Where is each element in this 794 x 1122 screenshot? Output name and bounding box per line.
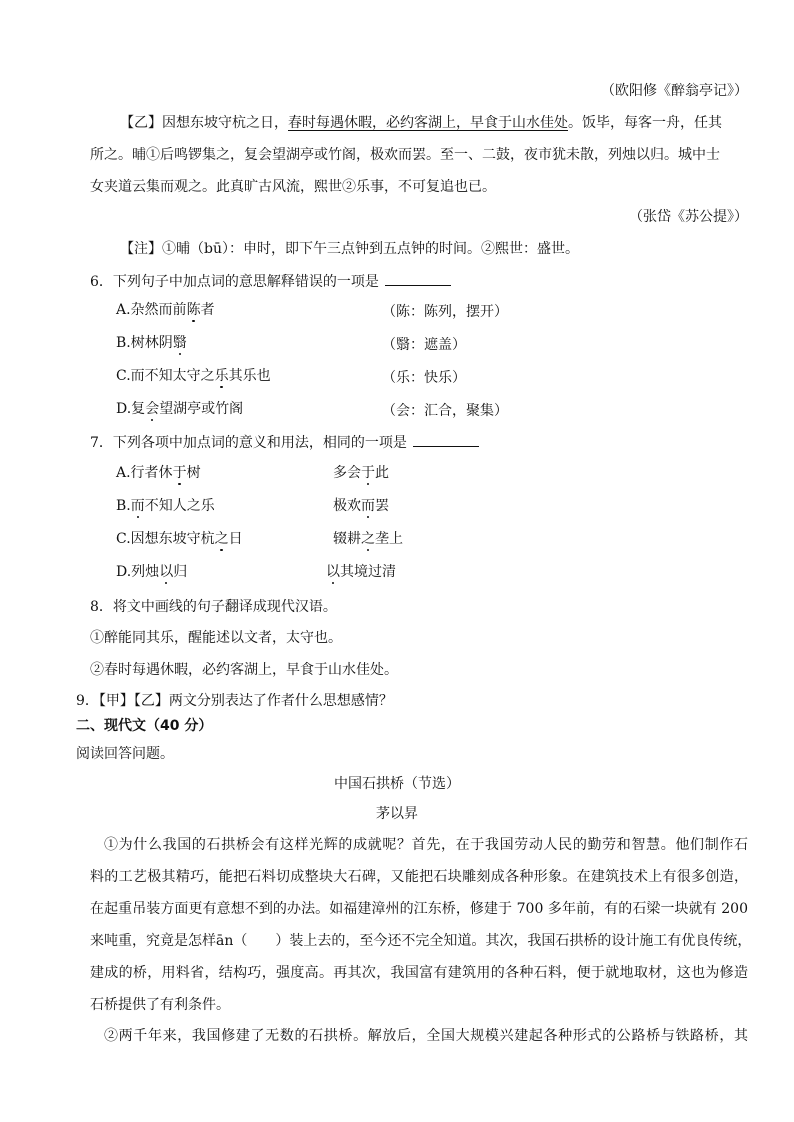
article-p1-line: ①为什么我国的石拱桥会有这样光辉的成就呢？首先，在于我国劳动人民的勤劳和智慧。他们制作石: [104, 837, 748, 853]
section-heading: 二、现代文（40 分）: [76, 718, 213, 734]
option-text: 者: [200, 302, 215, 318]
option-text: A.杂然而前: [116, 302, 187, 318]
dotted-word: 而: [130, 498, 145, 514]
option-text: 此: [375, 465, 389, 481]
option-text: 罢: [375, 498, 389, 514]
question-6-stem: 6．下列句子中加点词的意思解释错误的一项是: [90, 274, 379, 290]
answer-blank-6[interactable]: [385, 271, 451, 286]
question-8: 8．将文中画线的句子翻译成现代汉语。: [90, 599, 337, 615]
q8-sentence-2: ②春时每遇休暇，必约客湖上，早食于山水佳处。: [90, 662, 398, 678]
q7-option-d-right: [326, 562, 396, 582]
q6-option-d: [116, 399, 243, 419]
dotted-word: 之: [361, 531, 375, 547]
article-p1-line: 来吨重，究竟是怎样ān（ ）装上去的，至今还不完全知道。其次，我国石拱桥的设计施工有优良传统，: [90, 933, 752, 949]
article-p1-line: 石桥提供了有利条件。: [90, 997, 230, 1013]
option-text: D.列烛: [116, 564, 160, 580]
option-text: B.树林阴: [116, 335, 173, 351]
question-7-stem: 7．下列各项中加点词的意义和用法，相同的一项是: [90, 435, 407, 451]
option-text: 极欢: [333, 498, 361, 514]
q7-option-b-right: [333, 496, 389, 516]
question-6: [90, 271, 451, 292]
q7-option-a-left: [116, 463, 201, 483]
q6-gloss-a: （陈：陈列，摆开）: [382, 304, 508, 320]
dotted-word: 陈: [186, 302, 201, 318]
yi-text-a: 【乙】因想东坡守杭之日，: [120, 115, 288, 131]
q6-gloss-b: （翳：遮盖）: [382, 337, 466, 353]
dotted-word: 会: [145, 401, 160, 417]
q7-option-c-left: [116, 529, 243, 549]
dotted-word: 翳: [172, 335, 187, 351]
dotted-word: 之: [214, 531, 229, 547]
q7-option-c-right: [333, 529, 403, 549]
q8-sentence-1: ①醉能同其乐，醒能述以文者，太守也。: [90, 630, 342, 646]
q7-option-a-right: [333, 463, 389, 483]
option-text: C.因想东坡守杭: [116, 531, 215, 547]
q7-option-b-left: [116, 496, 215, 516]
q6-gloss-c: （乐：快乐）: [382, 370, 466, 386]
option-text: 树: [186, 465, 201, 481]
yi-underlined-sentence: 春时每遇休暇，必约客湖上，早食于山水佳处: [288, 115, 568, 131]
option-text: 其境过清: [340, 564, 396, 580]
question-9: 9．【甲】【乙】两文分别表达了作者什么思想感情？: [76, 693, 393, 709]
dotted-word: 于: [361, 465, 375, 481]
q6-option-c: [116, 366, 271, 386]
dotted-word: 以: [326, 564, 340, 580]
option-text: 不知人之乐: [144, 498, 215, 514]
q6-gloss-d: （会：汇合，聚集）: [382, 403, 508, 419]
option-text: 辍耕: [333, 531, 361, 547]
article-author: 茅以昇: [376, 806, 418, 822]
yi-line-2: 所之。晡①后鸣锣集之，复会望湖亭或竹阁，极欢而罢。至一、二鼓，夜市犹未散，列烛以归。城中士: [90, 147, 720, 163]
option-text: 多会: [333, 465, 361, 481]
article-p1-line: 料的工艺极其精巧，能把石料切成整块大石碑，又能把石块雕刻成各种形象。在建筑技术上有很多创造，: [90, 869, 748, 885]
article-p1-line: 建成的桥，用料省，结构巧，强度高。再其次，我国富有建筑用的各种石料，便于就地取材，这也为修造: [90, 965, 748, 981]
source-yi: （张岱《苏公提》）: [629, 209, 748, 225]
yi-line-1: [120, 113, 722, 133]
question-7: [90, 432, 479, 453]
yi-line-3: 女夹道云集而观之。此真旷古风流，熙世②乐事，不可复追也已。: [90, 179, 496, 195]
dotted-word: 以: [159, 564, 174, 580]
article-p2-line: ②两千年来，我国修建了无数的石拱桥。解放后，全国大规模兴建起各种形式的公路桥与铁路桥，其: [104, 1028, 748, 1044]
option-text: D.复: [116, 401, 146, 417]
dotted-word: 乐: [214, 368, 229, 384]
annotation-note: 【注】①晡（bū）：申时，即下午三点钟到五点钟的时间。②熙世：盛世。: [120, 241, 579, 257]
option-text: 垄上: [375, 531, 403, 547]
article-p1-line: 在起重吊装方面更有意想不到的办法。如福建漳州的江东桥，修建于 700 多年前，有的石梁一块就有 200: [90, 901, 748, 917]
article-title: 中国石拱桥（节选）: [334, 776, 460, 792]
answer-blank-7[interactable]: [413, 432, 479, 447]
option-text: 日: [228, 531, 243, 547]
option-text: A.行者休: [116, 465, 173, 481]
dotted-word: 而: [361, 498, 375, 514]
reading-instruction: 阅读回答问题。: [76, 746, 174, 762]
q6-option-b: [116, 333, 187, 353]
option-text: B.: [116, 498, 131, 514]
option-text: 其乐也: [228, 368, 271, 384]
q6-option-a: [116, 300, 215, 320]
dotted-word: 于: [172, 465, 187, 481]
option-text: 望湖亭或竹阁: [159, 401, 244, 417]
q7-option-d-left: [116, 562, 187, 582]
source-jia: （欧阳修《醉翁亭记》）: [601, 83, 748, 99]
yi-text-b: 。饭毕，每客一舟，任其: [568, 115, 722, 131]
option-text: C.而不知太守之: [116, 368, 215, 384]
option-text: 归: [173, 564, 188, 580]
